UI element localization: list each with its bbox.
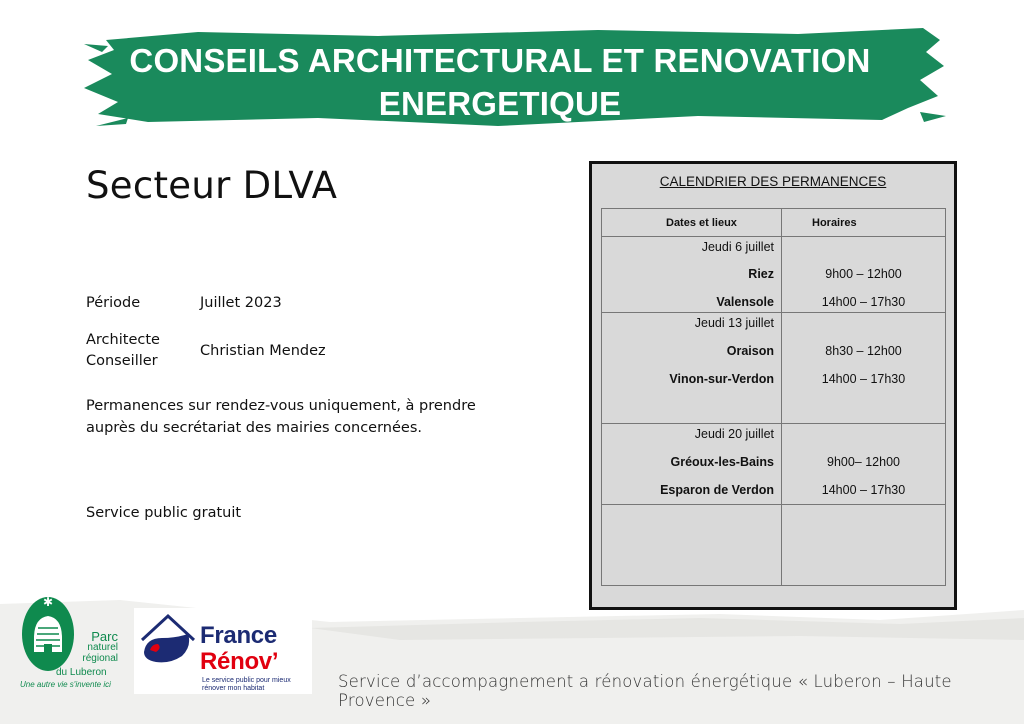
footer-text: Service d’accompagnement a rénovation énergétique « Luberon – Haute Provence »: [338, 672, 952, 710]
calendar-table: [601, 208, 946, 586]
place-cell: Oraison: [726, 344, 774, 358]
period-value: Juillet 2023: [200, 295, 282, 311]
place-cell: Esparon de Verdon: [660, 483, 774, 497]
group-date: Jeudi 20 juillet: [694, 427, 774, 441]
hours-cell: 9h00 – 12h00: [825, 267, 902, 281]
house-icon: [136, 610, 202, 670]
sector-heading: Secteur DLVA: [86, 164, 338, 207]
header-hours: Horaires: [812, 217, 857, 229]
row-divider: [602, 236, 945, 237]
calendar-title: CALENDRIER DES PERMANENCES: [659, 174, 887, 189]
group-date: Jeudi 13 juillet: [694, 316, 774, 330]
header-dates-places: Dates et lieux: [666, 217, 737, 229]
architect-label-line2: Conseiller: [86, 353, 158, 369]
parc-luberon-logo: [18, 584, 120, 696]
header-title-line2: ENERGETIQUE: [378, 85, 622, 122]
column-divider: [781, 209, 782, 585]
france-renov-tagline: Le service public pour mieux rénover mon habitat: [202, 677, 291, 692]
france-renov-word1: France: [200, 622, 277, 649]
architect-label-line1: Architecte: [86, 332, 160, 348]
row-divider: [602, 423, 945, 424]
appointment-note: Permanences sur rendez-vous uniquement, à prendre auprès du secrétariat des mairies concernées.: [86, 398, 476, 436]
group-date: Jeudi 6 juillet: [701, 240, 774, 254]
place-cell: Vinon-sur-Verdon: [669, 372, 774, 386]
row-divider: [602, 504, 945, 505]
header-banner: [78, 22, 948, 134]
parc-text-line1: Parc: [91, 629, 118, 644]
place-cell: Valensole: [716, 295, 774, 309]
calendar-panel: [589, 161, 957, 610]
france-renov-word2: Rénov’: [200, 648, 279, 675]
parc-text-line2: naturel: [87, 642, 118, 653]
hours-cell: 14h00 – 17h30: [821, 372, 906, 386]
architect-value: Christian Mendez: [200, 343, 326, 359]
place-cell: Gréoux-les-Bains: [670, 455, 774, 469]
parc-text-line3: régional: [82, 653, 118, 664]
period-label: Période: [86, 295, 141, 311]
place-cell: Riez: [748, 267, 774, 281]
parc-text-line4: du Luberon: [56, 667, 107, 678]
hours-cell: 8h30 – 12h00: [825, 344, 902, 358]
hours-cell: 14h00 – 17h30: [821, 295, 906, 309]
row-divider: [602, 312, 945, 313]
svg-text:✱: ✱: [42, 595, 54, 609]
header-title-line1: CONSEILS ARCHITECTURAL ET RENOVATION: [129, 42, 871, 79]
service-note: Service public gratuit: [86, 505, 242, 521]
france-renov-logo: [134, 608, 312, 694]
hours-cell: 14h00 – 17h30: [821, 483, 906, 497]
parc-slogan: Une autre vie s'invente ici: [20, 680, 111, 689]
hours-cell: 9h00– 12h00: [827, 455, 900, 469]
